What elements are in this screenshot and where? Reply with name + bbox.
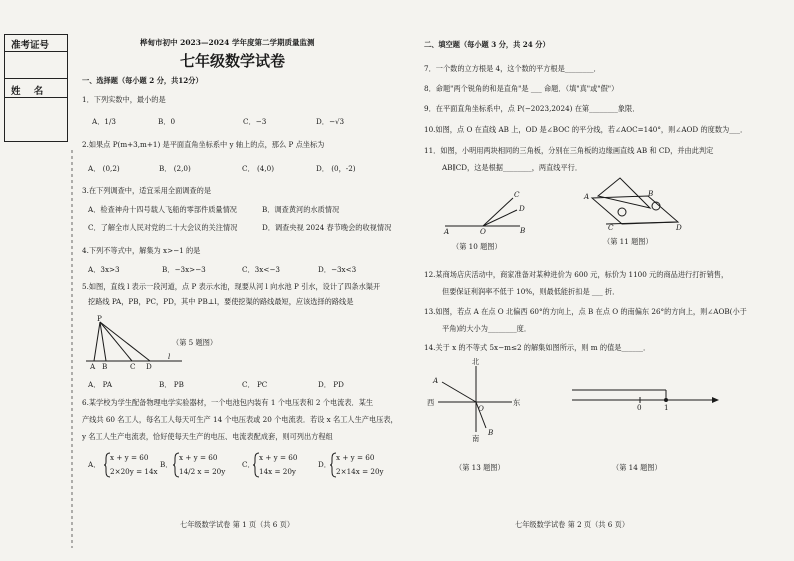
fig5-label-p: P: [97, 314, 102, 323]
q1-option-a: A．1/3: [92, 117, 116, 126]
q3-option-a: A．检查神舟十四号载人飞船的零部件质量情况: [88, 205, 237, 214]
q3-option-c: C．了解全市人民对党的二十大会议的关注情况: [88, 223, 238, 232]
q5-stem-line1: 5.如图，直线 l 表示一段河道，点 P 表示水池，现要从河 l 向水池 P 引水，设计了四条水渠开: [82, 282, 381, 291]
q9-text: 9．在平面直角坐标系中，点 P(−2023,2024) 在第________象限．: [424, 104, 640, 113]
q6-stem-line2: 产线共 60 名工人，每名工人每天可生产 14 个电压表或 20 个电流表．若设 x 名工人生产电压表，: [82, 415, 398, 424]
q6-option-c-eq2: 14x = 20y: [259, 467, 296, 476]
q4-option-c: C．3x<−3: [242, 265, 280, 274]
fig14-label-zero: 0: [637, 403, 642, 412]
fig13-east: 东: [513, 398, 521, 407]
figure-q11: [580, 176, 690, 236]
name-divider: [5, 97, 67, 98]
footer-page2: 七年级数学试卷 第 2 页（共 6 页）: [515, 520, 630, 529]
section1-title: 一、选择题（每小题 2 分，共12分）: [82, 76, 203, 85]
q4-option-a: A．3x>3: [88, 265, 120, 274]
q2-option-d: D． (0，-2): [316, 164, 356, 173]
solution-endpoint: [664, 398, 668, 402]
q3-stem: 3.在下列调查中，适宜采用全面调查的是: [82, 186, 212, 195]
fig13-north: 北: [472, 357, 480, 366]
fig10-caption: （第 10 题图）: [452, 242, 502, 251]
q4-option-d: D．−3x<3: [318, 265, 357, 274]
fig11-label-a: A: [584, 192, 590, 201]
paper-title: 七年级数学试卷: [180, 52, 286, 70]
q13-text-line2: 平角)的大小为________度．: [442, 324, 532, 333]
name-label: 姓 名: [11, 86, 44, 97]
triangle-upper: [598, 178, 650, 208]
fig13-label-a: A: [433, 376, 439, 385]
fig10-label-c: C: [514, 190, 520, 199]
fig5-label-a: A: [90, 362, 96, 371]
q6-option-b-label: B．: [160, 460, 173, 469]
q7-text: 7．一个数的立方根是 4，这个数的平方根是________．: [424, 64, 601, 73]
fig5-caption: （第 5 题图）: [172, 338, 218, 347]
fig10-label-d: D: [519, 204, 525, 213]
q6-stem-line1: 6.某学校为学生配备物理电学实验器材，一个电池包内装有 1 个电压表和 2 个电流表．某生: [82, 398, 374, 407]
q5-option-d: D． PD: [318, 380, 344, 389]
figure-q10: [445, 188, 545, 238]
fig5-label-c: C: [130, 362, 136, 371]
q14-text: 14.关于 x 的不等式 5x−m≤2 的解集如图所示，则 m 的值是______．: [424, 343, 651, 352]
fig10-label-a: A: [444, 227, 450, 236]
q2-stem: 2.如果点 P(m+3,m+1) 是平面直角坐标系中 y 轴上的点，那么 P 点坐标为: [82, 140, 325, 149]
q3-option-b: B．调查黄河的水质情况: [262, 205, 340, 214]
q3-option-d: D．调查央视 2024 春节晚会的收视情况: [262, 223, 392, 232]
q6-option-a-eq1: x + y = 60: [110, 453, 149, 462]
fig10-label-b: B: [520, 226, 526, 235]
q8-text: 8．命题"两个锐角的和是直角"是 ___ 命题．（填"真"或"假"）: [424, 84, 619, 93]
path-pd: [100, 322, 150, 361]
q5-stem-line2: 挖路线 PA，PB，PC，PD，其中 PB⊥l，要使挖渠的路线最短，应该选择的路线是: [88, 297, 354, 306]
fig13-south: 南: [472, 434, 480, 443]
q1-option-d: D．−√3: [316, 117, 345, 126]
q6-option-d-eq2: 2×14x = 20y: [336, 467, 384, 476]
parallelogram-rulers: [592, 196, 678, 224]
q6-option-b-eq2: 14/2 x = 20y: [179, 467, 226, 476]
q4-option-b: B．−3x>−3: [162, 265, 206, 274]
q6-option-c-label: C．: [242, 460, 255, 469]
q10-text: 10.如图，点 O 在直线 AB 上，OD 是∠BOC 的平分线，若∠AOC=140°，则∠AOD 的度数为___．: [424, 125, 748, 134]
q6-option-c-eq1: x + y = 60: [259, 453, 298, 462]
ray-oa: [442, 382, 476, 402]
fig13-label-b: B: [488, 428, 494, 437]
q6-option-d-eq1: x + y = 60: [336, 453, 375, 462]
q1-option-c: C．−3: [243, 117, 267, 126]
path-pa: [94, 322, 100, 361]
q6-stem-line3: y 名工人生产电流表，恰好使每天生产的电压、电流表配成套，则可列出方程组: [82, 432, 333, 441]
footer-page1: 七年级数学试卷 第 1 页（共 6 页）: [180, 520, 295, 529]
figure-q14: [572, 388, 722, 418]
fig13-west: 西: [427, 398, 435, 407]
q6-option-a-label: A．: [88, 460, 101, 469]
q12-text-line1: 12.某商场店庆活动中，商家准备对某种进价为 600 元，标价为 1100 元的商品进行打折销售，: [424, 270, 729, 279]
fig14-label-one: 1: [664, 403, 669, 412]
fig5-label-l: l: [168, 352, 171, 361]
fig5-label-b: B: [102, 362, 108, 371]
fig10-label-o: O: [480, 227, 486, 236]
q13-text-line1: 13.如图，若点 A 在点 O 北偏西 60°的方向上，点 B 在点 O 的南偏东 26°的方向上，则∠AOB(小于: [424, 307, 747, 316]
ray-od: [483, 210, 517, 226]
q6-option-d-label: D．: [318, 460, 331, 469]
fig11-caption: （第 11 题图）: [603, 237, 653, 246]
q1-stem: 1．下列实数中，最小的是: [82, 95, 166, 104]
q11-text-line1: 11．如图，小明用两块相同的三角板，分别在三角板的边缘画直线 AB 和 CD，并由此判定: [424, 146, 714, 155]
fig11-label-b: B: [648, 189, 654, 198]
q6-option-a-eq2: 2×20y = 14x: [110, 467, 158, 476]
number-line-arrow: [712, 397, 719, 403]
fig5-label-d: D: [146, 362, 152, 371]
fig14-caption: （第 14 题图）: [612, 463, 662, 472]
fig13-caption: （第 13 题图）: [455, 463, 505, 472]
exam-number-label: 准考证号: [11, 40, 50, 51]
ray-oc: [483, 198, 513, 226]
q5-option-b: B． PB: [159, 380, 184, 389]
q6-option-b-eq1: x + y = 60: [179, 453, 218, 462]
section2-title: 二、填空题（每小题 3 分，共 24 分）: [424, 40, 550, 49]
q12-text-line2: 但要保证利润率不低于 10%，则最低能折扣是 ___ 折．: [442, 287, 620, 296]
q11-text-line2: AB∥CD，这是根据________，两直线平行．: [442, 163, 583, 172]
fig11-label-d: D: [676, 223, 682, 232]
fig13-label-o: O: [478, 404, 484, 413]
exam-title: 桦甸市初中 2023—2024 学年度第二学期质量监测: [140, 38, 315, 47]
q5-option-c: C． PC: [242, 380, 268, 389]
q1-option-b: B．0: [158, 117, 176, 126]
fig11-label-c: C: [608, 223, 614, 232]
figure-q13: [430, 362, 520, 442]
q5-option-a: A． PA: [88, 380, 113, 389]
exam-number-divider: [5, 51, 67, 52]
q4-stem: 4.下列不等式中，解集为 x>−1 的是: [82, 246, 201, 255]
name-box: [4, 78, 68, 142]
q2-option-c: C． (4,0): [242, 164, 275, 173]
hole-left: [618, 208, 626, 216]
q2-option-a: A． (0,2): [88, 164, 120, 173]
q2-option-b: B． (2,0): [159, 164, 191, 173]
